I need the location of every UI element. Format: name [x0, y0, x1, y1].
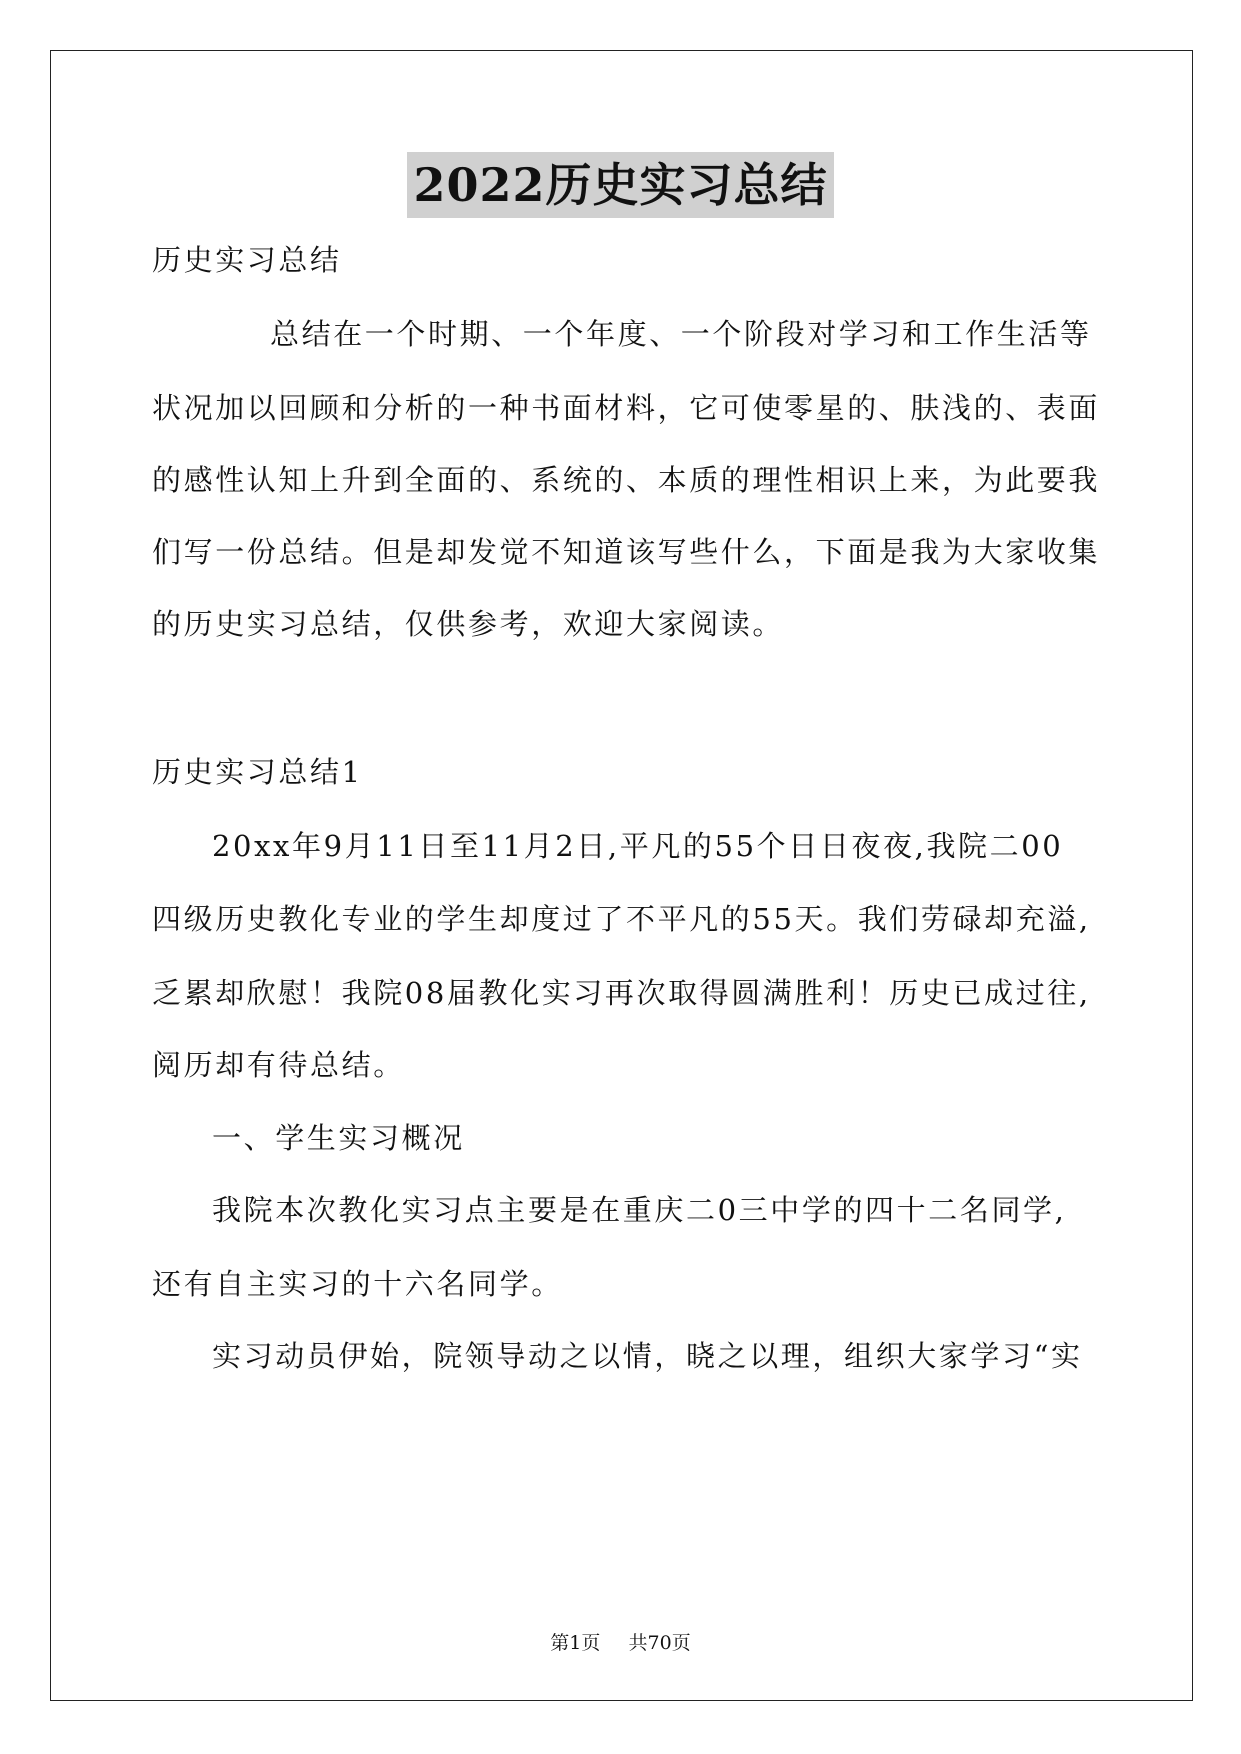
subsection-heading-1: 历史实习总结1	[152, 755, 363, 789]
page-total: 共70页	[628, 1632, 691, 1654]
page-border	[50, 50, 1193, 1701]
body-line-2: 四级历史教化专业的学生却度过了不平凡的55天。我们劳碌却充溢,	[152, 902, 1091, 936]
body-line-6: 还有自主实习的十六名同学。	[152, 1267, 563, 1301]
document-title: 2022历史实习总结	[407, 152, 833, 218]
intro-line-5: 的历史实习总结，仅供参考，欢迎大家阅读。	[152, 607, 785, 641]
body-line-1: 20xx年9月11日至11月2日,平凡的55个日日夜夜,我院二00	[212, 829, 1064, 863]
title-wrap	[0, 152, 1241, 218]
body-line-5: 我院本次教化实习点主要是在重庆二0三中学的四十二名同学,	[212, 1193, 1067, 1227]
body-line-7: 实习动员伊始，院领导动之以情，晓之以理，组织大家学习“实	[212, 1339, 1083, 1373]
intro-line-3: 的感性认知上升到全面的、系统的、本质的理性相识上来，为此要我	[152, 463, 1101, 497]
page-number: 第1页	[550, 1632, 601, 1654]
body-line-4: 阅历却有待总结。	[152, 1048, 405, 1082]
section-heading: 历史实习总结	[152, 243, 342, 277]
body-line-3: 乏累却欣慰！我院08届教化实习再次取得圆满胜利！历史已成过往,	[152, 976, 1091, 1010]
intro-line-1: 总结在一个时期、一个年度、一个阶段对学习和工作生活等	[270, 317, 1092, 351]
intro-line-4: 们写一份总结。但是却发觉不知道该写些什么，下面是我为大家收集	[152, 535, 1101, 569]
item-heading-1: 一、学生实习概况	[212, 1121, 465, 1155]
intro-line-2: 状况加以回顾和分析的一种书面材料，它可使零星的、肤浅的、表面	[152, 391, 1101, 425]
page-footer	[0, 1630, 1241, 1656]
